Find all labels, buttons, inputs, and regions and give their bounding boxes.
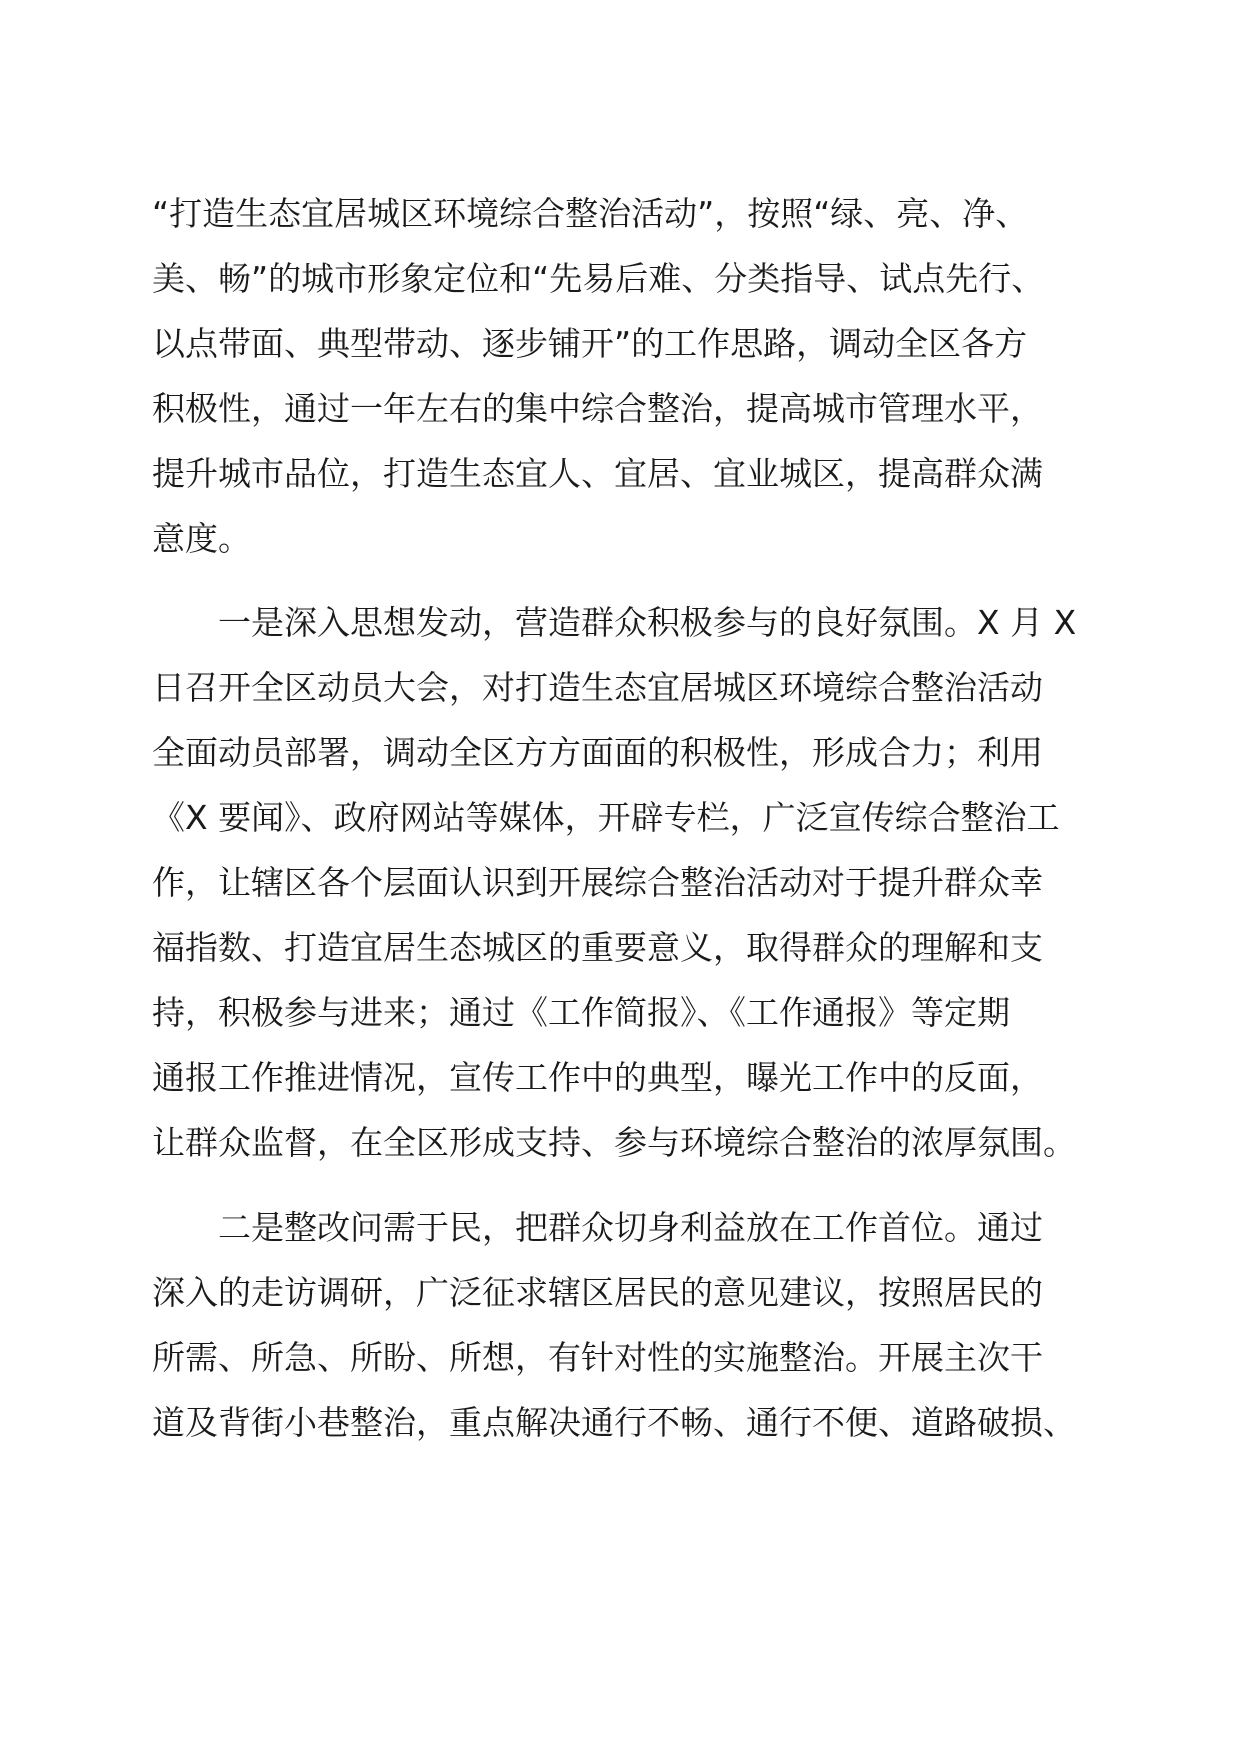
paragraph-mobilization (152, 590, 1092, 1175)
paragraph-line: 美、畅”的城市形象定位和“先易后难、分类指导、试点先行、 (152, 259, 1045, 298)
paragraph-line: 以点带面、典型带动、逐步铺开”的工作思路，调动全区各方 (152, 324, 1028, 363)
paragraph-line: “打造生态宜居城区环境综合整治活动”，按照“绿、亮、净、 (152, 194, 1029, 233)
paragraph-line: 深入的走访调研，广泛征求辖区居民的意见建议，按照居民的 (152, 1273, 1043, 1312)
paragraph-line: 《X 要闻》、政府网站等媒体，开辟专栏，广泛宣传综合整治工 (152, 798, 1060, 837)
paragraph-line: 作，让辖区各个层面认识到开展综合整治活动对于提升群众幸 (152, 863, 1043, 902)
paragraph-line: 所需、所急、所盼、所想，有针对性的实施整治。开展主次干 (152, 1338, 1043, 1377)
paragraph-line: 让群众监督，在全区形成支持、参与环境综合整治的浓厚氛围。 (152, 1123, 1076, 1162)
paragraph-rectification (152, 1195, 1092, 1455)
paragraph-line: 持，积极参与进来；通过《工作简报》、《工作通报》等定期 (152, 993, 1010, 1032)
paragraph-line: 通报工作推进情况，宣传工作中的典型，曝光工作中的反面， (152, 1058, 1043, 1097)
paragraph-line: 日召开全区动员大会，对打造生态宜居城区环境综合整治活动 (152, 668, 1043, 707)
paragraph-line: 道及背街小巷整治，重点解决通行不畅、通行不便、道路破损、 (152, 1403, 1076, 1442)
paragraph-line: 一是深入思想发动，营造群众积极参与的良好氛围。X 月 X (218, 603, 1077, 642)
paragraph-line: 提升城市品位，打造生态宜人、宜居、宜业城区，提高群众满 (152, 454, 1043, 493)
paragraph-line: 意度。 (152, 519, 251, 558)
paragraph-line: 福指数、打造宜居生态城区的重要意义，取得群众的理解和支 (152, 928, 1043, 967)
paragraph-line: 全面动员部署，调动全区方方面面的积极性，形成合力；利用 (152, 733, 1043, 772)
paragraph-line: 二是整改问需于民，把群众切身利益放在工作首位。通过 (218, 1208, 1043, 1247)
paragraph-line: 积极性，通过一年左右的集中综合整治，提高城市管理水平， (152, 389, 1043, 428)
paragraph-intro (152, 181, 1092, 571)
